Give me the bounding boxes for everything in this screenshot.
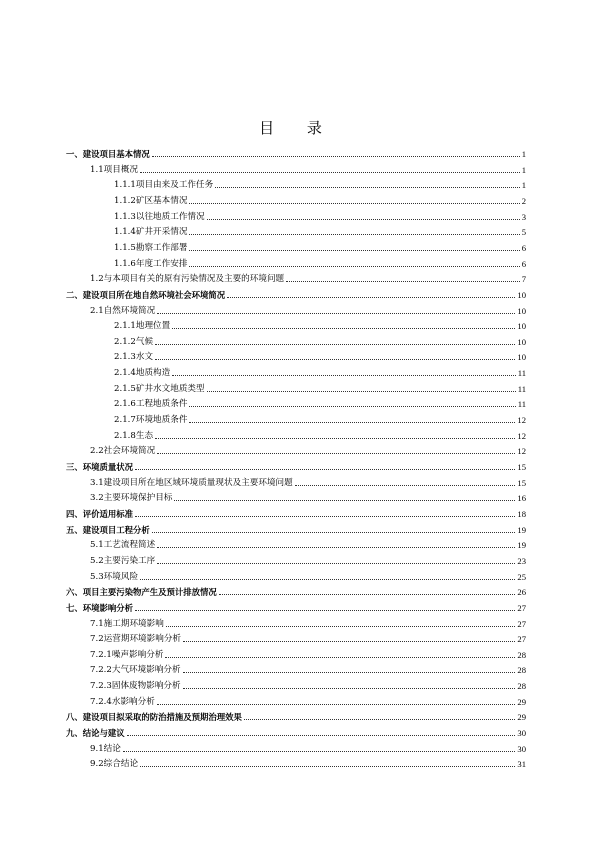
toc-entry-label: 7.2.1噪声影响分析 xyxy=(90,649,164,660)
toc-entry-page: 31 xyxy=(517,759,526,770)
toc-entry[interactable] xyxy=(90,475,526,489)
toc-leader-dots xyxy=(189,406,515,407)
toc-entry-label: 5.3环境风险 xyxy=(90,571,139,582)
toc-entry-page: 19 xyxy=(517,524,526,535)
toc-entry[interactable] xyxy=(114,428,526,442)
toc-entry-page: 30 xyxy=(517,728,526,739)
toc-entry-page: 28 xyxy=(517,649,526,660)
toc-entry[interactable] xyxy=(90,271,526,285)
toc-entry-page: 27 xyxy=(517,634,526,645)
toc-entry-page: 11 xyxy=(517,383,526,394)
toc-entry[interactable] xyxy=(90,678,526,692)
toc-entry[interactable] xyxy=(114,381,526,395)
toc-leader-dots xyxy=(127,735,516,736)
toc-leader-dots xyxy=(152,156,520,157)
toc-entry-page: 11 xyxy=(517,368,526,379)
toc-entry[interactable] xyxy=(114,209,526,223)
toc-entry[interactable] xyxy=(114,224,526,238)
toc-leader-dots xyxy=(135,469,515,470)
toc-entry[interactable] xyxy=(90,443,526,457)
toc-leader-dots xyxy=(189,250,519,251)
toc-entry-label: 1.1.6年度工作安排 xyxy=(114,258,188,269)
toc-entry-label: 1.2与本项目有关的原有污染情况及主要的环境问题 xyxy=(90,274,285,285)
toc-entry-page: 26 xyxy=(517,587,526,598)
toc-leader-dots xyxy=(286,281,520,282)
toc-entry[interactable] xyxy=(114,334,526,348)
toc-leader-dots xyxy=(295,485,516,486)
toc-entry-page: 7 xyxy=(521,274,526,285)
toc-entry[interactable] xyxy=(66,287,526,301)
toc-entry[interactable] xyxy=(66,584,526,598)
toc-entry-label: 2.1.5矿井水文地质类型 xyxy=(114,383,205,394)
toc-entry[interactable] xyxy=(114,240,526,254)
toc-entry-page: 6 xyxy=(521,242,526,253)
toc-entry-page: 15 xyxy=(517,477,526,488)
toc-entry-label: 2.1.3水文 xyxy=(114,352,154,363)
toc-entry[interactable] xyxy=(66,725,526,739)
toc-entry-page: 6 xyxy=(521,258,526,269)
toc-entry[interactable] xyxy=(90,537,526,551)
toc-entry[interactable] xyxy=(90,694,526,708)
toc-entry-label: 九、结论与建议 xyxy=(66,728,125,739)
toc-leader-dots xyxy=(152,532,516,533)
toc-entry[interactable] xyxy=(66,709,526,723)
toc-entry-label: 7.2.4水影响分析 xyxy=(90,696,155,707)
toc-leader-dots xyxy=(183,641,515,642)
toc-entry-page: 30 xyxy=(517,743,526,754)
toc-leader-dots xyxy=(227,297,515,298)
toc-leader-dots xyxy=(189,203,519,204)
toc-leader-dots xyxy=(140,766,515,767)
toc-entry-label: 7.2.2大气环境影响分析 xyxy=(90,665,181,676)
toc-entry-label: 2.1自然环境简况 xyxy=(90,305,156,316)
toc-entry-label: 2.2社会环境简况 xyxy=(90,446,156,457)
toc-entry-label: 1.1项目概况 xyxy=(90,164,139,175)
toc-entry-label: 9.1结论 xyxy=(90,743,121,754)
toc-entry-page: 1 xyxy=(521,180,526,191)
toc-entry-label: 四、评价适用标准 xyxy=(66,508,133,519)
toc-entry[interactable] xyxy=(114,349,526,363)
toc-leader-dots xyxy=(172,375,515,376)
toc-leader-dots xyxy=(135,516,515,517)
toc-entry-label: 2.1.7环境地质条件 xyxy=(114,415,188,426)
toc-leader-dots xyxy=(207,219,520,220)
toc-entry[interactable] xyxy=(90,662,526,676)
toc-entry[interactable] xyxy=(66,522,526,536)
toc-entry-page: 29 xyxy=(517,712,526,723)
toc-entry-page: 15 xyxy=(517,462,526,472)
toc-entry-label: 三、环境质量状况 xyxy=(66,462,133,472)
toc-leader-dots xyxy=(157,547,515,548)
toc-leader-dots xyxy=(157,313,515,314)
toc-entry-page: 5 xyxy=(521,227,526,238)
toc-entry-label: 1.1.2矿区基本情况 xyxy=(114,195,188,206)
toc-entry-page: 3 xyxy=(521,211,526,222)
toc-entry-page: 1 xyxy=(521,164,526,175)
toc-entry-label: 3.2主要环境保护目标 xyxy=(90,493,173,504)
toc-entry[interactable] xyxy=(66,459,526,473)
toc-leader-dots xyxy=(140,579,515,580)
toc-entry-label: 5.2主要污染工序 xyxy=(90,555,156,566)
toc-entry-page: 12 xyxy=(517,415,526,426)
toc-leader-dots xyxy=(166,626,516,627)
toc-entry[interactable] xyxy=(90,490,526,504)
toc-entry-page: 27 xyxy=(517,602,526,613)
toc-entry[interactable] xyxy=(114,177,526,191)
toc-entry-page: 2 xyxy=(521,195,526,206)
toc-entry-label: 2.1.2气候 xyxy=(114,336,154,347)
toc-entry-label: 七、环境影响分析 xyxy=(66,602,133,613)
toc-entry[interactable] xyxy=(66,600,526,614)
toc-leader-dots xyxy=(157,563,515,564)
toc-leader-dots xyxy=(207,391,516,392)
toc-entry-page: 28 xyxy=(517,681,526,692)
toc-entry-label: 1.1.5勘察工作部署 xyxy=(114,242,188,253)
toc-leader-dots xyxy=(244,719,516,720)
toc-entry-label: 9.2综合结论 xyxy=(90,759,139,770)
toc-entry-label: 1.1.3以往地质工作情况 xyxy=(114,211,205,222)
toc-entry[interactable] xyxy=(90,303,526,317)
toc-entry[interactable] xyxy=(90,553,526,567)
toc-entry-label: 2.1.8生态 xyxy=(114,430,154,441)
toc-entry-page: 10 xyxy=(517,321,526,332)
toc-leader-dots xyxy=(155,344,515,345)
toc-entry[interactable] xyxy=(90,616,526,630)
toc-entry-label: 五、建设项目工程分析 xyxy=(66,524,150,535)
toc-entry-page: 10 xyxy=(517,352,526,363)
toc-entry-label: 二、建设项目所在地自然环境社会环境简况 xyxy=(66,289,226,300)
toc-leader-dots xyxy=(123,751,516,752)
toc-leader-dots xyxy=(183,672,516,673)
toc-entry[interactable] xyxy=(90,569,526,583)
toc-entry[interactable] xyxy=(66,146,526,160)
toc-entry-page: 23 xyxy=(517,555,526,566)
toc-entry[interactable] xyxy=(114,396,526,410)
toc-entry-label: 1.1.4矿井开采情况 xyxy=(114,227,188,238)
toc-leader-dots xyxy=(172,328,515,329)
toc-entry-label: 2.1.6工程地质条件 xyxy=(114,399,188,410)
toc-leader-dots xyxy=(135,610,515,611)
toc-entry[interactable] xyxy=(90,647,526,661)
toc-entry-label: 六、项目主要污染物产生及预计排放情况 xyxy=(66,587,217,598)
toc-entry-page: 25 xyxy=(517,571,526,582)
toc-entry[interactable] xyxy=(114,193,526,207)
toc-entry-label: 2.1.4地质构造 xyxy=(114,368,171,379)
toc-leader-dots xyxy=(140,172,520,173)
toc-entry-label: 7.2运营期环境影响分析 xyxy=(90,634,182,645)
toc-entry-label: 一、建设项目基本情况 xyxy=(66,149,150,159)
toc-leader-dots xyxy=(189,422,515,423)
toc-entry-page: 10 xyxy=(517,305,526,316)
toc-leader-dots xyxy=(155,359,515,360)
toc-leader-dots xyxy=(189,234,519,235)
toc-leader-dots xyxy=(155,438,515,439)
toc-entry[interactable] xyxy=(114,318,526,332)
toc-leader-dots xyxy=(174,500,515,501)
toc-leader-dots xyxy=(165,657,515,658)
toc-leader-dots xyxy=(189,266,519,267)
toc-leader-dots xyxy=(157,704,516,705)
toc-entry[interactable] xyxy=(90,162,526,176)
toc-entry-page: 28 xyxy=(517,665,526,676)
toc-entry[interactable] xyxy=(114,256,526,270)
toc-leader-dots xyxy=(183,688,516,689)
toc-leader-dots xyxy=(219,594,516,595)
toc-entry-page: 11 xyxy=(517,399,526,410)
toc-entry-page: 1 xyxy=(521,149,526,159)
toc-entry-page: 18 xyxy=(517,508,526,519)
toc-entry-label: 7.1施工期环境影响 xyxy=(90,618,164,629)
toc-entry[interactable] xyxy=(114,365,526,379)
toc-entry-page: 29 xyxy=(517,696,526,707)
toc-entry-label: 3.1建设项目所在地区域环境质量现状及主要环境问题 xyxy=(90,477,293,488)
toc-leader-dots xyxy=(157,453,515,454)
toc-entry-page: 12 xyxy=(517,430,526,441)
toc-entry-label: 八、建设项目拟采取的防治措施及预期治理效果 xyxy=(66,712,242,723)
toc-entry[interactable] xyxy=(90,741,526,755)
toc-entry-page: 19 xyxy=(517,540,526,551)
toc-entry-page: 10 xyxy=(517,289,526,300)
toc-entry-label: 1.1.1项目由来及工作任务 xyxy=(114,180,214,191)
toc-entry[interactable] xyxy=(114,412,526,426)
toc-leader-dots xyxy=(215,187,519,188)
toc-entry-page: 27 xyxy=(517,618,526,629)
toc-entry[interactable] xyxy=(90,756,526,770)
toc-entry-label: 2.1.1地理位置 xyxy=(114,321,171,332)
toc-entry-label: 5.1工艺流程简述 xyxy=(90,540,156,551)
toc-entry[interactable] xyxy=(90,631,526,645)
toc-entry-page: 16 xyxy=(517,493,526,504)
toc-entry[interactable] xyxy=(66,506,526,520)
toc-entry-page: 10 xyxy=(517,336,526,347)
page-title: 目 录 xyxy=(259,119,336,137)
toc-entry-label: 7.2.3固体废物影响分析 xyxy=(90,681,181,692)
toc-entry-page: 12 xyxy=(517,446,526,457)
